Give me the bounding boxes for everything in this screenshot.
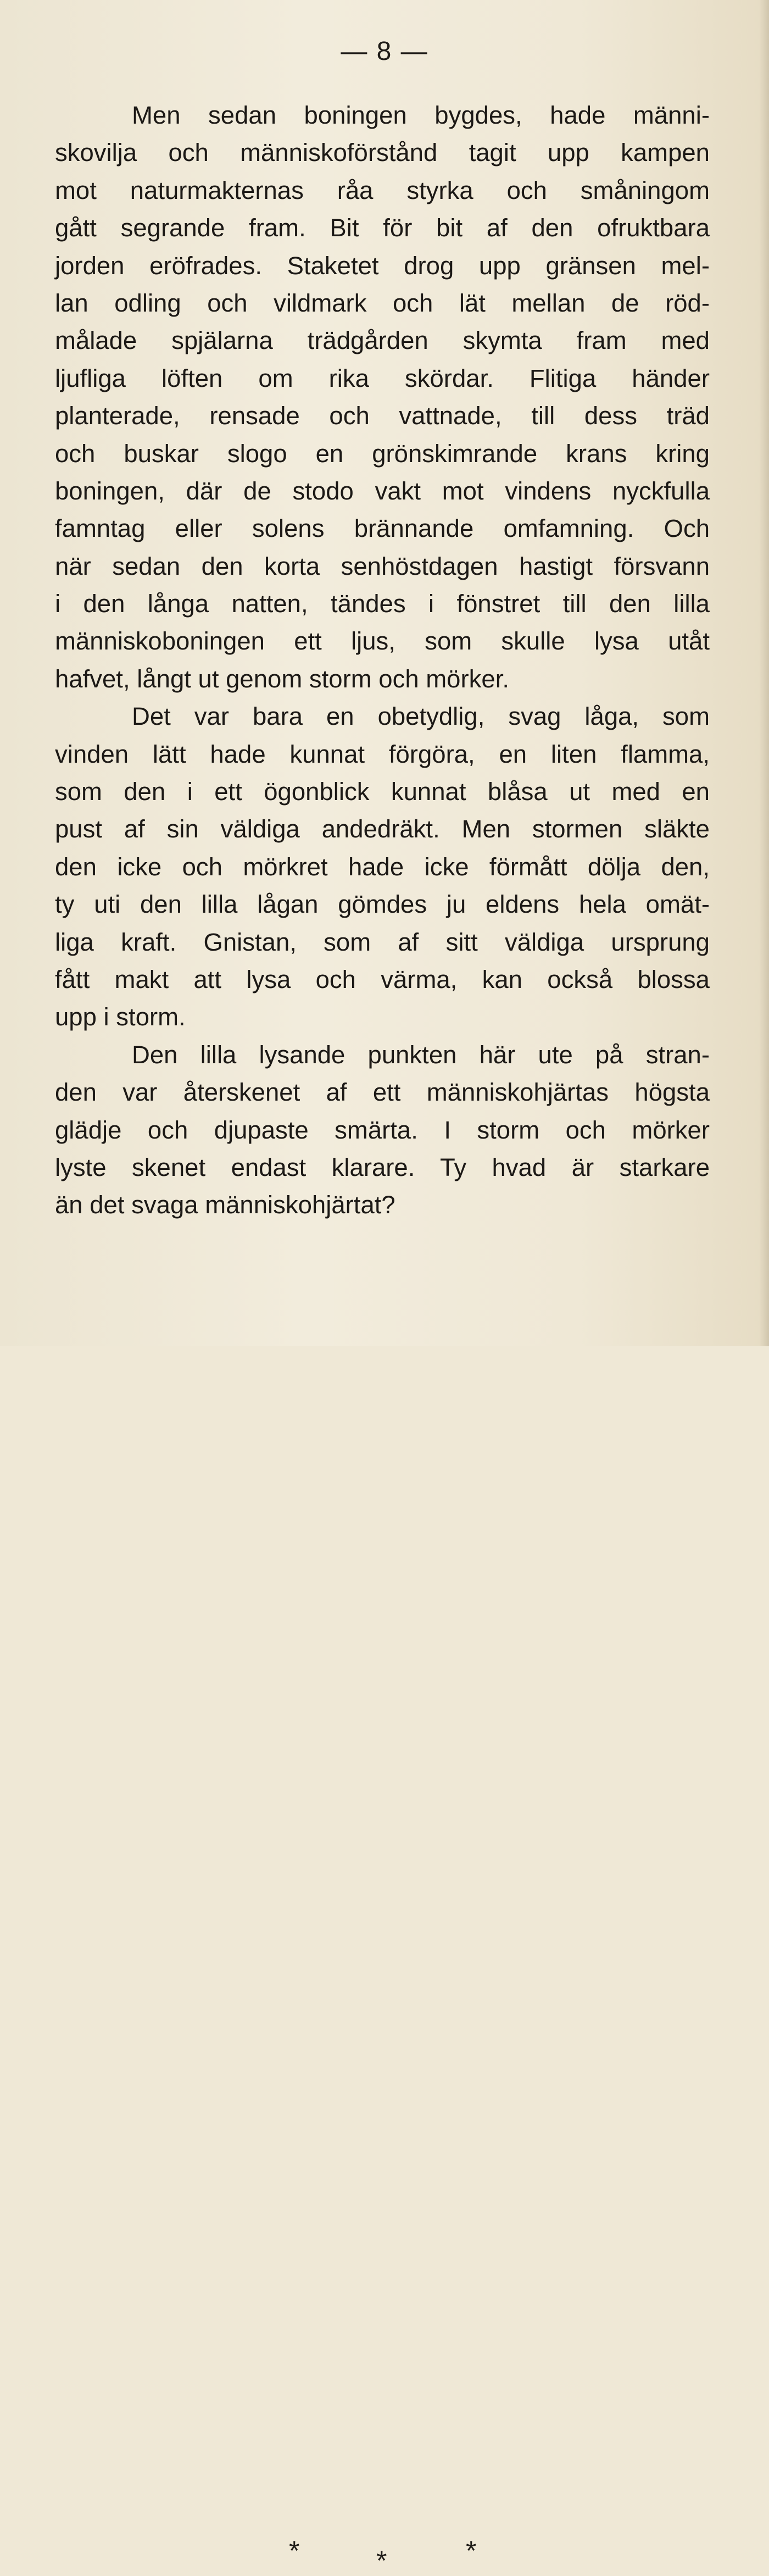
text-line: den icke och mörkret hade icke förmått dölja den, [55,852,710,881]
text-line: Den lilla lysande punkten här ute på stran- [132,1040,710,1069]
text-line: lan odling och vildmark och lät mellan de röd- [55,288,710,317]
text-line: skovilja och människoförstånd tagit upp kampen [55,138,710,167]
text-line: när sedan den korta senhöstdagen hastigt försvann [55,552,710,580]
text-line: Men sedan boningen bygdes, hade männi- [132,101,710,129]
text-line: boningen, där de stodo vakt mot vindens nyckfulla [55,476,710,505]
text-line: och buskar slogo en grönskimrande krans kring [55,439,710,468]
text-line: mot naturmakternas råa styrka och småningom [55,176,710,204]
text-line: jorden eröfrades. Staketet drog upp gränsen mel- [55,251,710,280]
body-text [55,97,710,1224]
text-line: lyste skenet endast klarare. Ty hvad är starkare [55,1153,710,1181]
text-line: än det svaga människohjärtat? [55,1191,395,1219]
text-line: människoboningen ett ljus, som skulle lysa utåt [55,627,710,656]
text-line: ljufliga löften om rika skördar. Flitiga händer [55,364,710,392]
text-line: liga kraft. Gnistan, som af sitt väldiga ursprung [55,928,710,956]
text-line: ty uti den lilla lågan gömdes ju eldens hela omät- [55,890,710,919]
text-line: planterade, rensade och vattnade, till dess träd [55,402,710,430]
text-line: gått segrande fram. Bit för bit af den ofruktbara [55,214,710,242]
text-line: fått makt att lysa och värma, kan också blossa [55,965,710,993]
text-line: vinden lätt hade kunnat förgöra, en liten flamma, [55,740,710,768]
text-line: famntag eller solens brännande omfamning. Och [55,514,710,543]
text-line: målade spjälarna trädgården skymta fram med [55,326,710,355]
text-line: pust af sin väldiga andedräkt. Men stormen släkte [55,815,710,843]
text-line: upp i storm. [55,1003,186,1031]
asterisk-mark: * [376,2545,387,2576]
page-number: — 8 — [341,37,428,66]
text-line: i den långa natten, tändes i fönstret till den lilla [55,590,710,618]
text-line: glädje och djupaste smärta. I storm och mörker [55,1115,710,1144]
section-separator [0,1267,769,2576]
text-line: den var återskenet af ett människohjärtas högsta [55,1078,710,1107]
text-line: hafvet, långt ut genom storm och mörker. [55,664,509,693]
asterisk-mark: * [466,2535,477,2566]
asterisk-mark: * [289,2535,300,2566]
text-line: som den i ett ögonblick kunnat blåsa ut med en [55,778,710,806]
text-line: Det var bara en obetydlig, svag låga, som [132,702,710,731]
page-edge-shadow [759,0,769,1346]
